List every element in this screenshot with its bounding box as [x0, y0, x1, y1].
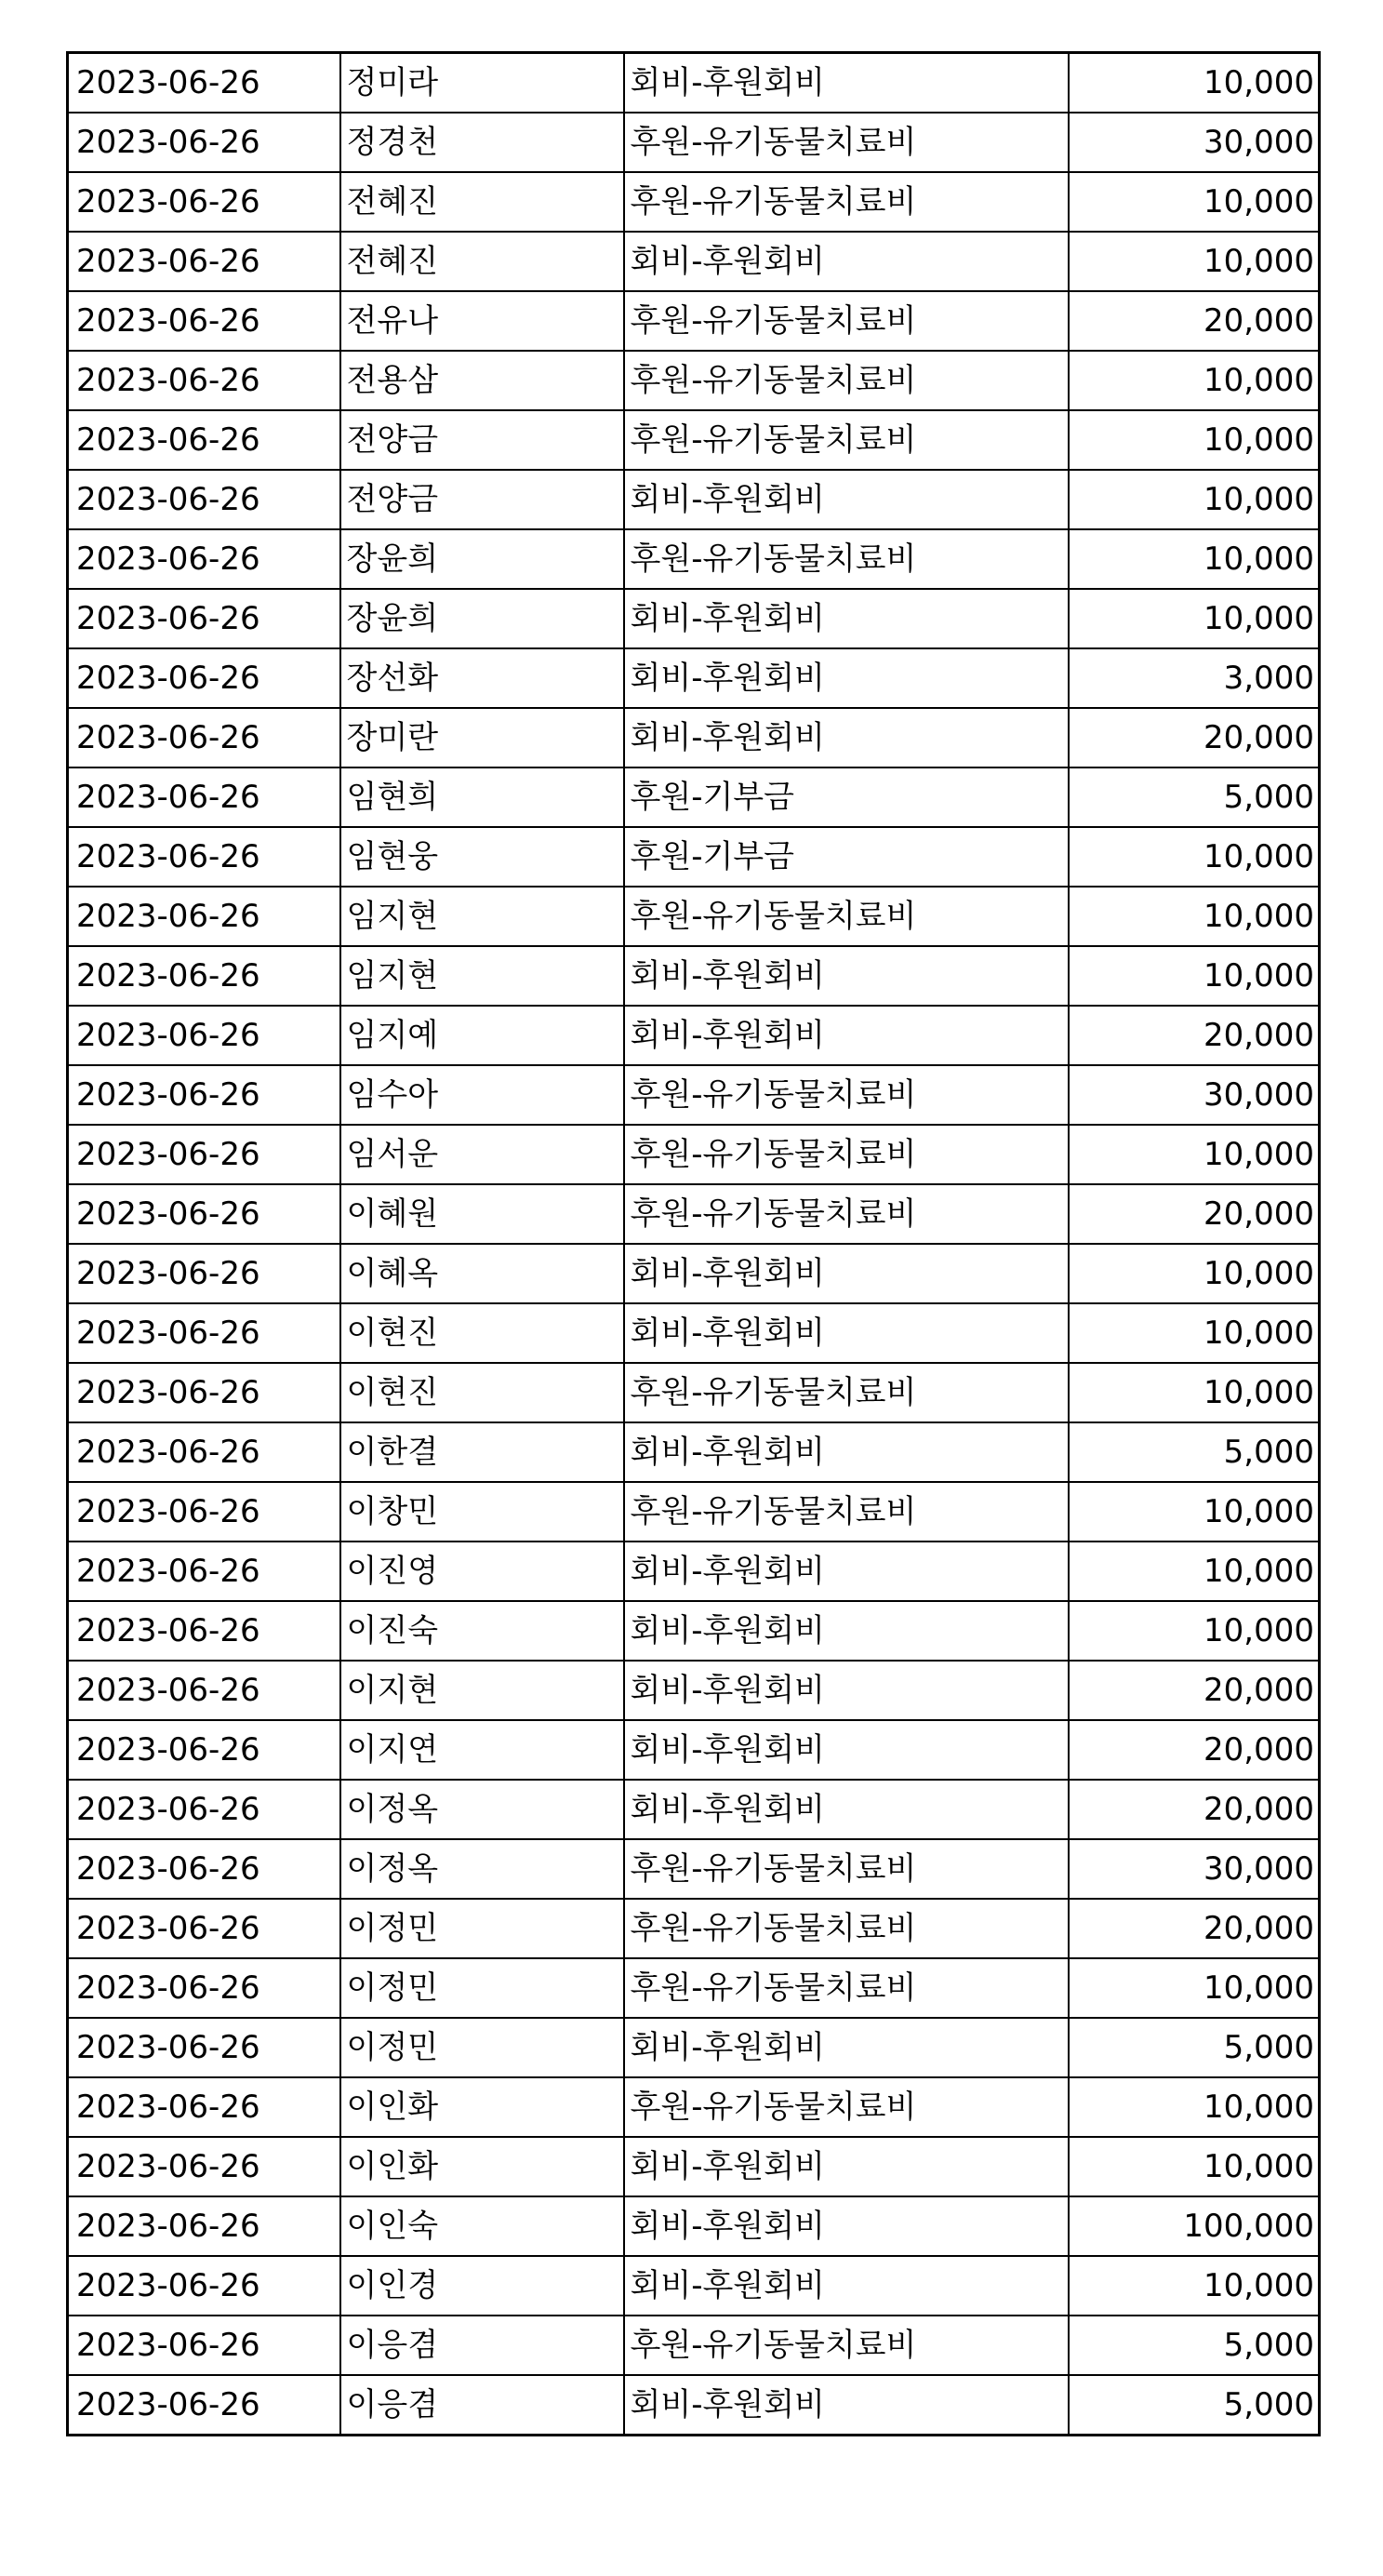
date-cell: 2023-06-26 — [68, 1899, 340, 1958]
donor-name-cell: 이진숙 — [340, 1601, 624, 1661]
amount-cell: 20,000 — [1069, 708, 1320, 767]
amount-cell: 5,000 — [1069, 2018, 1320, 2077]
date-cell: 2023-06-26 — [68, 589, 340, 648]
donor-name-cell: 전양금 — [340, 470, 624, 529]
amount-cell: 20,000 — [1069, 1661, 1320, 1720]
table-row — [68, 1542, 1320, 1601]
amount-cell: 20,000 — [1069, 1899, 1320, 1958]
table-row — [68, 708, 1320, 767]
category-cell: 회비-후원회비 — [624, 1720, 1069, 1780]
category-cell: 회비-후원회비 — [624, 470, 1069, 529]
amount-cell: 30,000 — [1069, 1065, 1320, 1125]
donor-name-cell: 이한결 — [340, 1422, 624, 1482]
amount-cell: 10,000 — [1069, 1482, 1320, 1542]
category-cell: 회비-후원회비 — [624, 2196, 1069, 2256]
amount-cell: 10,000 — [1069, 529, 1320, 589]
category-cell: 후원-유기동물치료비 — [624, 1363, 1069, 1422]
category-cell: 후원-유기동물치료비 — [624, 1839, 1069, 1899]
date-cell: 2023-06-26 — [68, 1542, 340, 1601]
amount-cell: 10,000 — [1069, 2077, 1320, 2137]
donor-name-cell: 이진영 — [340, 1542, 624, 1601]
date-cell: 2023-06-26 — [68, 1601, 340, 1661]
amount-cell: 20,000 — [1069, 1720, 1320, 1780]
table-row — [68, 2137, 1320, 2196]
table-row — [68, 946, 1320, 1006]
table-row — [68, 1958, 1320, 2018]
date-cell: 2023-06-26 — [68, 1065, 340, 1125]
table-row — [68, 1482, 1320, 1542]
category-cell: 후원-유기동물치료비 — [624, 1482, 1069, 1542]
date-cell: 2023-06-26 — [68, 172, 340, 232]
category-cell: 회비-후원회비 — [624, 53, 1069, 113]
date-cell: 2023-06-26 — [68, 1780, 340, 1839]
table-row — [68, 887, 1320, 946]
date-cell: 2023-06-26 — [68, 767, 340, 827]
category-cell: 후원-유기동물치료비 — [624, 2316, 1069, 2375]
category-cell: 회비-후원회비 — [624, 708, 1069, 767]
amount-cell: 30,000 — [1069, 113, 1320, 172]
donor-name-cell: 이응겸 — [340, 2316, 624, 2375]
amount-cell: 10,000 — [1069, 1303, 1320, 1363]
ledger-body — [68, 53, 1320, 2436]
amount-cell: 10,000 — [1069, 1363, 1320, 1422]
amount-cell: 20,000 — [1069, 291, 1320, 351]
category-cell: 후원-유기동물치료비 — [624, 887, 1069, 946]
amount-cell: 5,000 — [1069, 2316, 1320, 2375]
donor-name-cell: 임지예 — [340, 1006, 624, 1065]
date-cell: 2023-06-26 — [68, 1125, 340, 1184]
date-cell: 2023-06-26 — [68, 1184, 340, 1244]
date-cell: 2023-06-26 — [68, 887, 340, 946]
donor-name-cell: 정미라 — [340, 53, 624, 113]
date-cell: 2023-06-26 — [68, 946, 340, 1006]
category-cell: 회비-후원회비 — [624, 2256, 1069, 2316]
donor-name-cell: 이인숙 — [340, 2196, 624, 2256]
amount-cell: 10,000 — [1069, 2137, 1320, 2196]
table-row — [68, 1303, 1320, 1363]
category-cell: 회비-후원회비 — [624, 232, 1069, 291]
category-cell: 후원-유기동물치료비 — [624, 529, 1069, 589]
date-cell: 2023-06-26 — [68, 1958, 340, 2018]
donor-name-cell: 임현웅 — [340, 827, 624, 887]
category-cell: 회비-후원회비 — [624, 648, 1069, 708]
date-cell: 2023-06-26 — [68, 1720, 340, 1780]
amount-cell: 30,000 — [1069, 1839, 1320, 1899]
donor-name-cell: 이창민 — [340, 1482, 624, 1542]
date-cell: 2023-06-26 — [68, 1303, 340, 1363]
donor-name-cell: 장윤희 — [340, 589, 624, 648]
category-cell: 회비-후원회비 — [624, 2375, 1069, 2436]
table-row — [68, 1125, 1320, 1184]
donor-name-cell: 임지현 — [340, 946, 624, 1006]
amount-cell: 10,000 — [1069, 1542, 1320, 1601]
category-cell: 회비-후원회비 — [624, 589, 1069, 648]
amount-cell: 10,000 — [1069, 887, 1320, 946]
table-row — [68, 1661, 1320, 1720]
category-cell: 회비-후원회비 — [624, 1661, 1069, 1720]
date-cell: 2023-06-26 — [68, 1422, 340, 1482]
date-cell: 2023-06-26 — [68, 2077, 340, 2137]
donor-name-cell: 이인화 — [340, 2137, 624, 2196]
table-row — [68, 470, 1320, 529]
table-row — [68, 1006, 1320, 1065]
table-row — [68, 529, 1320, 589]
category-cell: 회비-후원회비 — [624, 1422, 1069, 1482]
amount-cell: 10,000 — [1069, 172, 1320, 232]
amount-cell: 20,000 — [1069, 1006, 1320, 1065]
date-cell: 2023-06-26 — [68, 53, 340, 113]
category-cell: 후원-유기동물치료비 — [624, 1899, 1069, 1958]
table-row — [68, 172, 1320, 232]
amount-cell: 3,000 — [1069, 648, 1320, 708]
category-cell: 후원-유기동물치료비 — [624, 1065, 1069, 1125]
amount-cell: 10,000 — [1069, 470, 1320, 529]
table-row — [68, 1780, 1320, 1839]
date-cell: 2023-06-26 — [68, 2316, 340, 2375]
amount-cell: 20,000 — [1069, 1780, 1320, 1839]
category-cell: 회비-후원회비 — [624, 1780, 1069, 1839]
table-row — [68, 1244, 1320, 1303]
category-cell: 회비-후원회비 — [624, 1542, 1069, 1601]
donor-name-cell: 전유나 — [340, 291, 624, 351]
amount-cell: 10,000 — [1069, 1601, 1320, 1661]
donor-name-cell: 이정옥 — [340, 1780, 624, 1839]
donor-name-cell: 임지현 — [340, 887, 624, 946]
date-cell: 2023-06-26 — [68, 2018, 340, 2077]
table-row — [68, 2256, 1320, 2316]
table-row — [68, 1363, 1320, 1422]
table-row — [68, 2316, 1320, 2375]
donor-name-cell: 이응겸 — [340, 2375, 624, 2436]
amount-cell: 10,000 — [1069, 2256, 1320, 2316]
table-row — [68, 232, 1320, 291]
date-cell: 2023-06-26 — [68, 2196, 340, 2256]
date-cell: 2023-06-26 — [68, 410, 340, 470]
category-cell: 회비-후원회비 — [624, 1303, 1069, 1363]
donor-name-cell: 이인화 — [340, 2077, 624, 2137]
donor-name-cell: 이인경 — [340, 2256, 624, 2316]
table-row — [68, 1839, 1320, 1899]
date-cell: 2023-06-26 — [68, 1482, 340, 1542]
amount-cell: 10,000 — [1069, 53, 1320, 113]
donor-name-cell: 이지연 — [340, 1720, 624, 1780]
donor-name-cell: 이정민 — [340, 1899, 624, 1958]
date-cell: 2023-06-26 — [68, 827, 340, 887]
date-cell: 2023-06-26 — [68, 470, 340, 529]
table-row — [68, 291, 1320, 351]
category-cell: 회비-후원회비 — [624, 2018, 1069, 2077]
date-cell: 2023-06-26 — [68, 291, 340, 351]
donor-name-cell: 임수아 — [340, 1065, 624, 1125]
amount-cell: 5,000 — [1069, 767, 1320, 827]
donor-name-cell: 이정옥 — [340, 1839, 624, 1899]
table-row — [68, 410, 1320, 470]
date-cell: 2023-06-26 — [68, 2137, 340, 2196]
table-row — [68, 1720, 1320, 1780]
table-row — [68, 1065, 1320, 1125]
amount-cell: 100,000 — [1069, 2196, 1320, 2256]
date-cell: 2023-06-26 — [68, 113, 340, 172]
category-cell: 회비-후원회비 — [624, 2137, 1069, 2196]
date-cell: 2023-06-26 — [68, 529, 340, 589]
date-cell: 2023-06-26 — [68, 2375, 340, 2436]
category-cell: 회비-후원회비 — [624, 1244, 1069, 1303]
date-cell: 2023-06-26 — [68, 2256, 340, 2316]
date-cell: 2023-06-26 — [68, 648, 340, 708]
amount-cell: 10,000 — [1069, 232, 1320, 291]
amount-cell: 10,000 — [1069, 351, 1320, 410]
table-row — [68, 113, 1320, 172]
amount-cell: 10,000 — [1069, 946, 1320, 1006]
category-cell: 후원-유기동물치료비 — [624, 113, 1069, 172]
table-row — [68, 2077, 1320, 2137]
table-row — [68, 2196, 1320, 2256]
date-cell: 2023-06-26 — [68, 1244, 340, 1303]
table-row — [68, 1601, 1320, 1661]
donor-name-cell: 전용삼 — [340, 351, 624, 410]
amount-cell: 20,000 — [1069, 1184, 1320, 1244]
category-cell: 후원-유기동물치료비 — [624, 172, 1069, 232]
table-row — [68, 1422, 1320, 1482]
table-row — [68, 1184, 1320, 1244]
category-cell: 후원-유기동물치료비 — [624, 2077, 1069, 2137]
donor-name-cell: 이혜옥 — [340, 1244, 624, 1303]
date-cell: 2023-06-26 — [68, 1006, 340, 1065]
donor-name-cell: 임현희 — [340, 767, 624, 827]
table-row — [68, 53, 1320, 113]
donor-name-cell: 임서운 — [340, 1125, 624, 1184]
amount-cell: 10,000 — [1069, 589, 1320, 648]
donor-name-cell: 정경천 — [340, 113, 624, 172]
amount-cell: 10,000 — [1069, 1244, 1320, 1303]
table-row — [68, 589, 1320, 648]
category-cell: 후원-유기동물치료비 — [624, 410, 1069, 470]
category-cell: 후원-유기동물치료비 — [624, 1184, 1069, 1244]
amount-cell: 5,000 — [1069, 2375, 1320, 2436]
date-cell: 2023-06-26 — [68, 1839, 340, 1899]
amount-cell: 10,000 — [1069, 1125, 1320, 1184]
category-cell: 후원-유기동물치료비 — [624, 1958, 1069, 2018]
date-cell: 2023-06-26 — [68, 232, 340, 291]
donor-name-cell: 장윤희 — [340, 529, 624, 589]
amount-cell: 10,000 — [1069, 827, 1320, 887]
table-row — [68, 2018, 1320, 2077]
category-cell: 후원-유기동물치료비 — [624, 291, 1069, 351]
donor-name-cell: 이현진 — [340, 1363, 624, 1422]
amount-cell: 5,000 — [1069, 1422, 1320, 1482]
category-cell: 후원-기부금 — [624, 767, 1069, 827]
donor-name-cell: 장미란 — [340, 708, 624, 767]
donor-name-cell: 전혜진 — [340, 172, 624, 232]
category-cell: 후원-유기동물치료비 — [624, 351, 1069, 410]
date-cell: 2023-06-26 — [68, 1661, 340, 1720]
category-cell: 회비-후원회비 — [624, 1006, 1069, 1065]
donor-name-cell: 전혜진 — [340, 232, 624, 291]
date-cell: 2023-06-26 — [68, 351, 340, 410]
amount-cell: 10,000 — [1069, 1958, 1320, 2018]
category-cell: 후원-기부금 — [624, 827, 1069, 887]
table-row — [68, 351, 1320, 410]
category-cell: 후원-유기동물치료비 — [624, 1125, 1069, 1184]
donor-name-cell: 전양금 — [340, 410, 624, 470]
donor-name-cell: 장선화 — [340, 648, 624, 708]
donation-ledger-table — [66, 51, 1321, 2436]
date-cell: 2023-06-26 — [68, 708, 340, 767]
table-row — [68, 767, 1320, 827]
table-row — [68, 827, 1320, 887]
table-row — [68, 1899, 1320, 1958]
donor-name-cell: 이정민 — [340, 1958, 624, 2018]
table-row — [68, 648, 1320, 708]
donor-name-cell: 이지현 — [340, 1661, 624, 1720]
donor-name-cell: 이정민 — [340, 2018, 624, 2077]
amount-cell: 10,000 — [1069, 410, 1320, 470]
donor-name-cell: 이혜원 — [340, 1184, 624, 1244]
category-cell: 회비-후원회비 — [624, 946, 1069, 1006]
category-cell: 회비-후원회비 — [624, 1601, 1069, 1661]
table-row — [68, 2375, 1320, 2436]
donor-name-cell: 이현진 — [340, 1303, 624, 1363]
date-cell: 2023-06-26 — [68, 1363, 340, 1422]
